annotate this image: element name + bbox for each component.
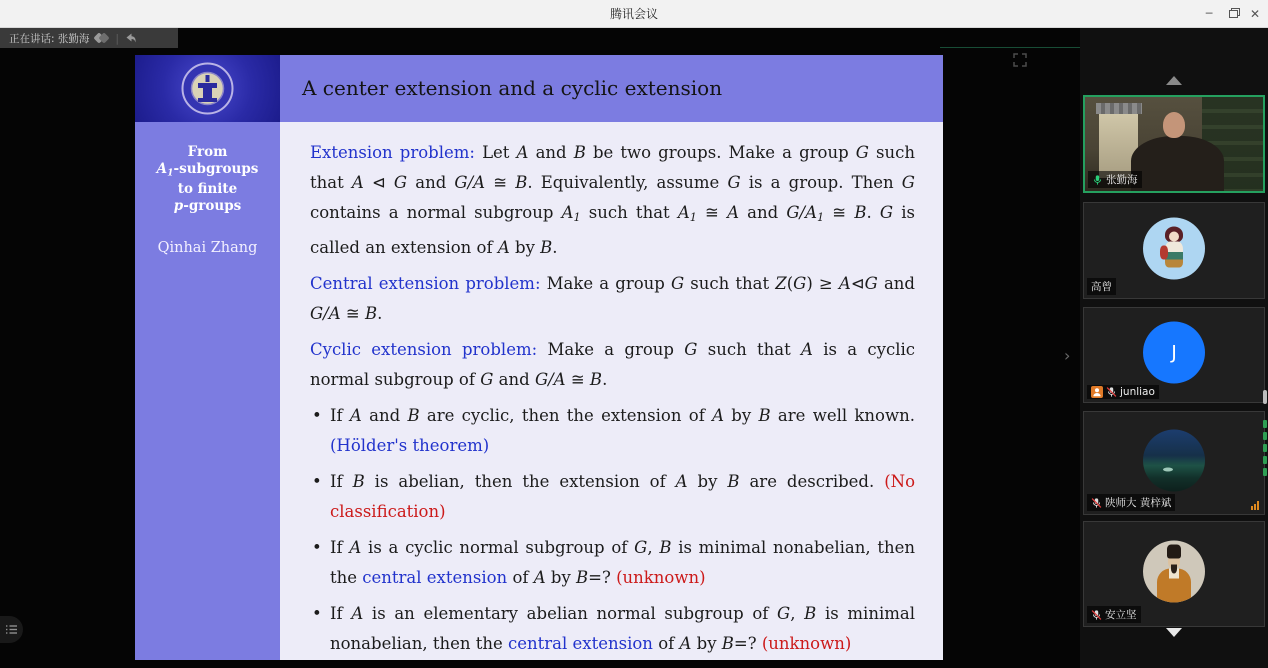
- participant-name-badge: [1087, 494, 1175, 511]
- panel-scrollbar[interactable]: [1263, 390, 1267, 404]
- bullet-item: [310, 467, 915, 527]
- mic-muted-icon: [1091, 497, 1102, 509]
- side-list-button[interactable]: [0, 616, 23, 643]
- speaking-status-bar: [0, 28, 178, 48]
- cartoon-avatar: [1143, 217, 1205, 279]
- scrollbar-activity-mark: [1263, 444, 1267, 452]
- participant-tile-video[interactable]: [1083, 95, 1265, 193]
- bullet-item: [310, 599, 915, 659]
- author-name: Qinhai Zhang: [157, 240, 258, 257]
- bullet-text: If A is a cyclic normal subgroup of G, B is minimal nonabelian, then the central extension of A by B=? (unknown): [330, 537, 916, 587]
- screen-share-region: [0, 28, 1080, 668]
- maximize-icon: [1229, 10, 1238, 18]
- panel-collapse-chevron-icon[interactable]: ›: [1064, 346, 1071, 365]
- network-signal-icon: [1251, 501, 1259, 510]
- letter-avatar: J: [1143, 322, 1205, 384]
- university-logo-block: [135, 55, 280, 122]
- avatar-light-glint: [1163, 468, 1173, 472]
- close-button[interactable]: ✕: [1249, 7, 1261, 21]
- participant-name-badge: [1087, 385, 1159, 399]
- participant-name: 陕师大 黄梓斌: [1105, 497, 1172, 509]
- bullet-text: If A is an elementary abelian normal subgroup of G, B is minimal nonabelian, then the central extension of A by B=? (unknown): [330, 603, 915, 653]
- mic-muted-icon: [1091, 609, 1102, 621]
- talk-title-line: A1-subgroups: [156, 160, 259, 178]
- video-books: [1096, 103, 1142, 114]
- talk-title-line: From: [187, 144, 228, 160]
- toolbar-separator: |: [115, 31, 120, 45]
- participant-tile-avatar[interactable]: [1083, 521, 1265, 627]
- university-seal-icon: [180, 61, 235, 116]
- talk-title-line: p-groups: [173, 197, 242, 214]
- bullet-marker: •: [312, 603, 322, 623]
- participant-name-badge: [1087, 278, 1116, 295]
- bullet-item: [310, 401, 915, 461]
- participant-name: 张勤海: [1106, 174, 1138, 186]
- scrollbar-activity-mark: [1263, 420, 1267, 428]
- scrollbar-activity-mark: [1263, 456, 1267, 464]
- participant-tile-avatar[interactable]: [1083, 202, 1265, 299]
- scroll-down-arrow[interactable]: [1166, 628, 1182, 637]
- paragraph-extension-problem: Extension problem: Let A and B be two groups. Make a group G such that A ⊲ G and G/A ≅ B. Equivalently, assume G is a group. Then G contains a normal subgroup A1 such that A1 ≅ A and G/A1 ≅ B. G is called an extension of A by B.: [310, 143, 915, 257]
- annotation-tools[interactable]: [95, 34, 108, 42]
- bullet-item: [310, 533, 915, 593]
- paragraph-cyclic-extension-problem: Cyclic extension problem: Make a group G such that A is a cyclic normal subgroup of G and G/A ≅ B.: [310, 339, 916, 389]
- participant-tile-avatar[interactable]: [1083, 307, 1265, 403]
- participant-name: 安立坚: [1105, 609, 1137, 621]
- mic-muted-icon: [1106, 386, 1117, 398]
- avatar-hat: [1167, 545, 1181, 559]
- list-icon: [5, 624, 18, 635]
- participant-name: 高曾: [1091, 281, 1112, 293]
- window-titlebar: [0, 0, 1268, 28]
- talk-title: [135, 122, 280, 214]
- bullet-text: If B is abelian, then the extension of A by B are described. (No classification): [330, 471, 916, 521]
- slide-title: A center extension and a cyclic extension: [302, 76, 723, 100]
- participants-panel: [1080, 28, 1268, 668]
- undo-arrow-icon[interactable]: [123, 31, 137, 45]
- avatar-beard: [1171, 565, 1177, 574]
- minimize-button[interactable]: ─: [1205, 7, 1213, 20]
- bullet-marker: •: [312, 405, 322, 425]
- fullscreen-expand-icon[interactable]: [1012, 52, 1028, 68]
- person-icon: [1091, 386, 1103, 398]
- presentation-slide: [135, 55, 943, 660]
- bullet-marker: •: [312, 537, 322, 557]
- bullet-text: If A and B are cyclic, then the extension of A by B are well known. (Hölder's theorem): [330, 405, 915, 455]
- paragraph-central-extension-problem: Central extension problem: Make a group G such that Z(G) ≥ A⊲G and G/A ≅ B.: [310, 273, 915, 323]
- window-title: 腾讯会议: [609, 7, 658, 21]
- speaking-status-text: 正在讲话: 张勤海: [9, 32, 90, 45]
- avatar-face: [1169, 231, 1179, 241]
- scrollbar-activity-mark: [1263, 432, 1267, 440]
- slide-header: [135, 55, 943, 122]
- participant-name: junliao: [1120, 386, 1155, 398]
- share-border-line: [940, 47, 1080, 48]
- scenery-avatar: [1143, 430, 1205, 492]
- participant-name-badge: [1088, 171, 1142, 188]
- video-person-face: [1163, 112, 1185, 138]
- slide-sidebar: [135, 122, 280, 660]
- bullet-marker: •: [312, 471, 322, 491]
- scroll-up-arrow[interactable]: [1166, 76, 1182, 85]
- participant-name-badge: [1087, 606, 1141, 623]
- avatar-sleeve: [1160, 245, 1168, 259]
- mic-on-icon: [1092, 174, 1103, 186]
- slide-body: [280, 122, 943, 660]
- participant-tile-avatar[interactable]: [1083, 411, 1265, 515]
- painting-avatar: [1143, 541, 1205, 603]
- talk-title-line: to finite: [177, 181, 238, 198]
- scrollbar-activity-mark: [1263, 468, 1267, 476]
- video-person-silhouette: [1131, 136, 1224, 191]
